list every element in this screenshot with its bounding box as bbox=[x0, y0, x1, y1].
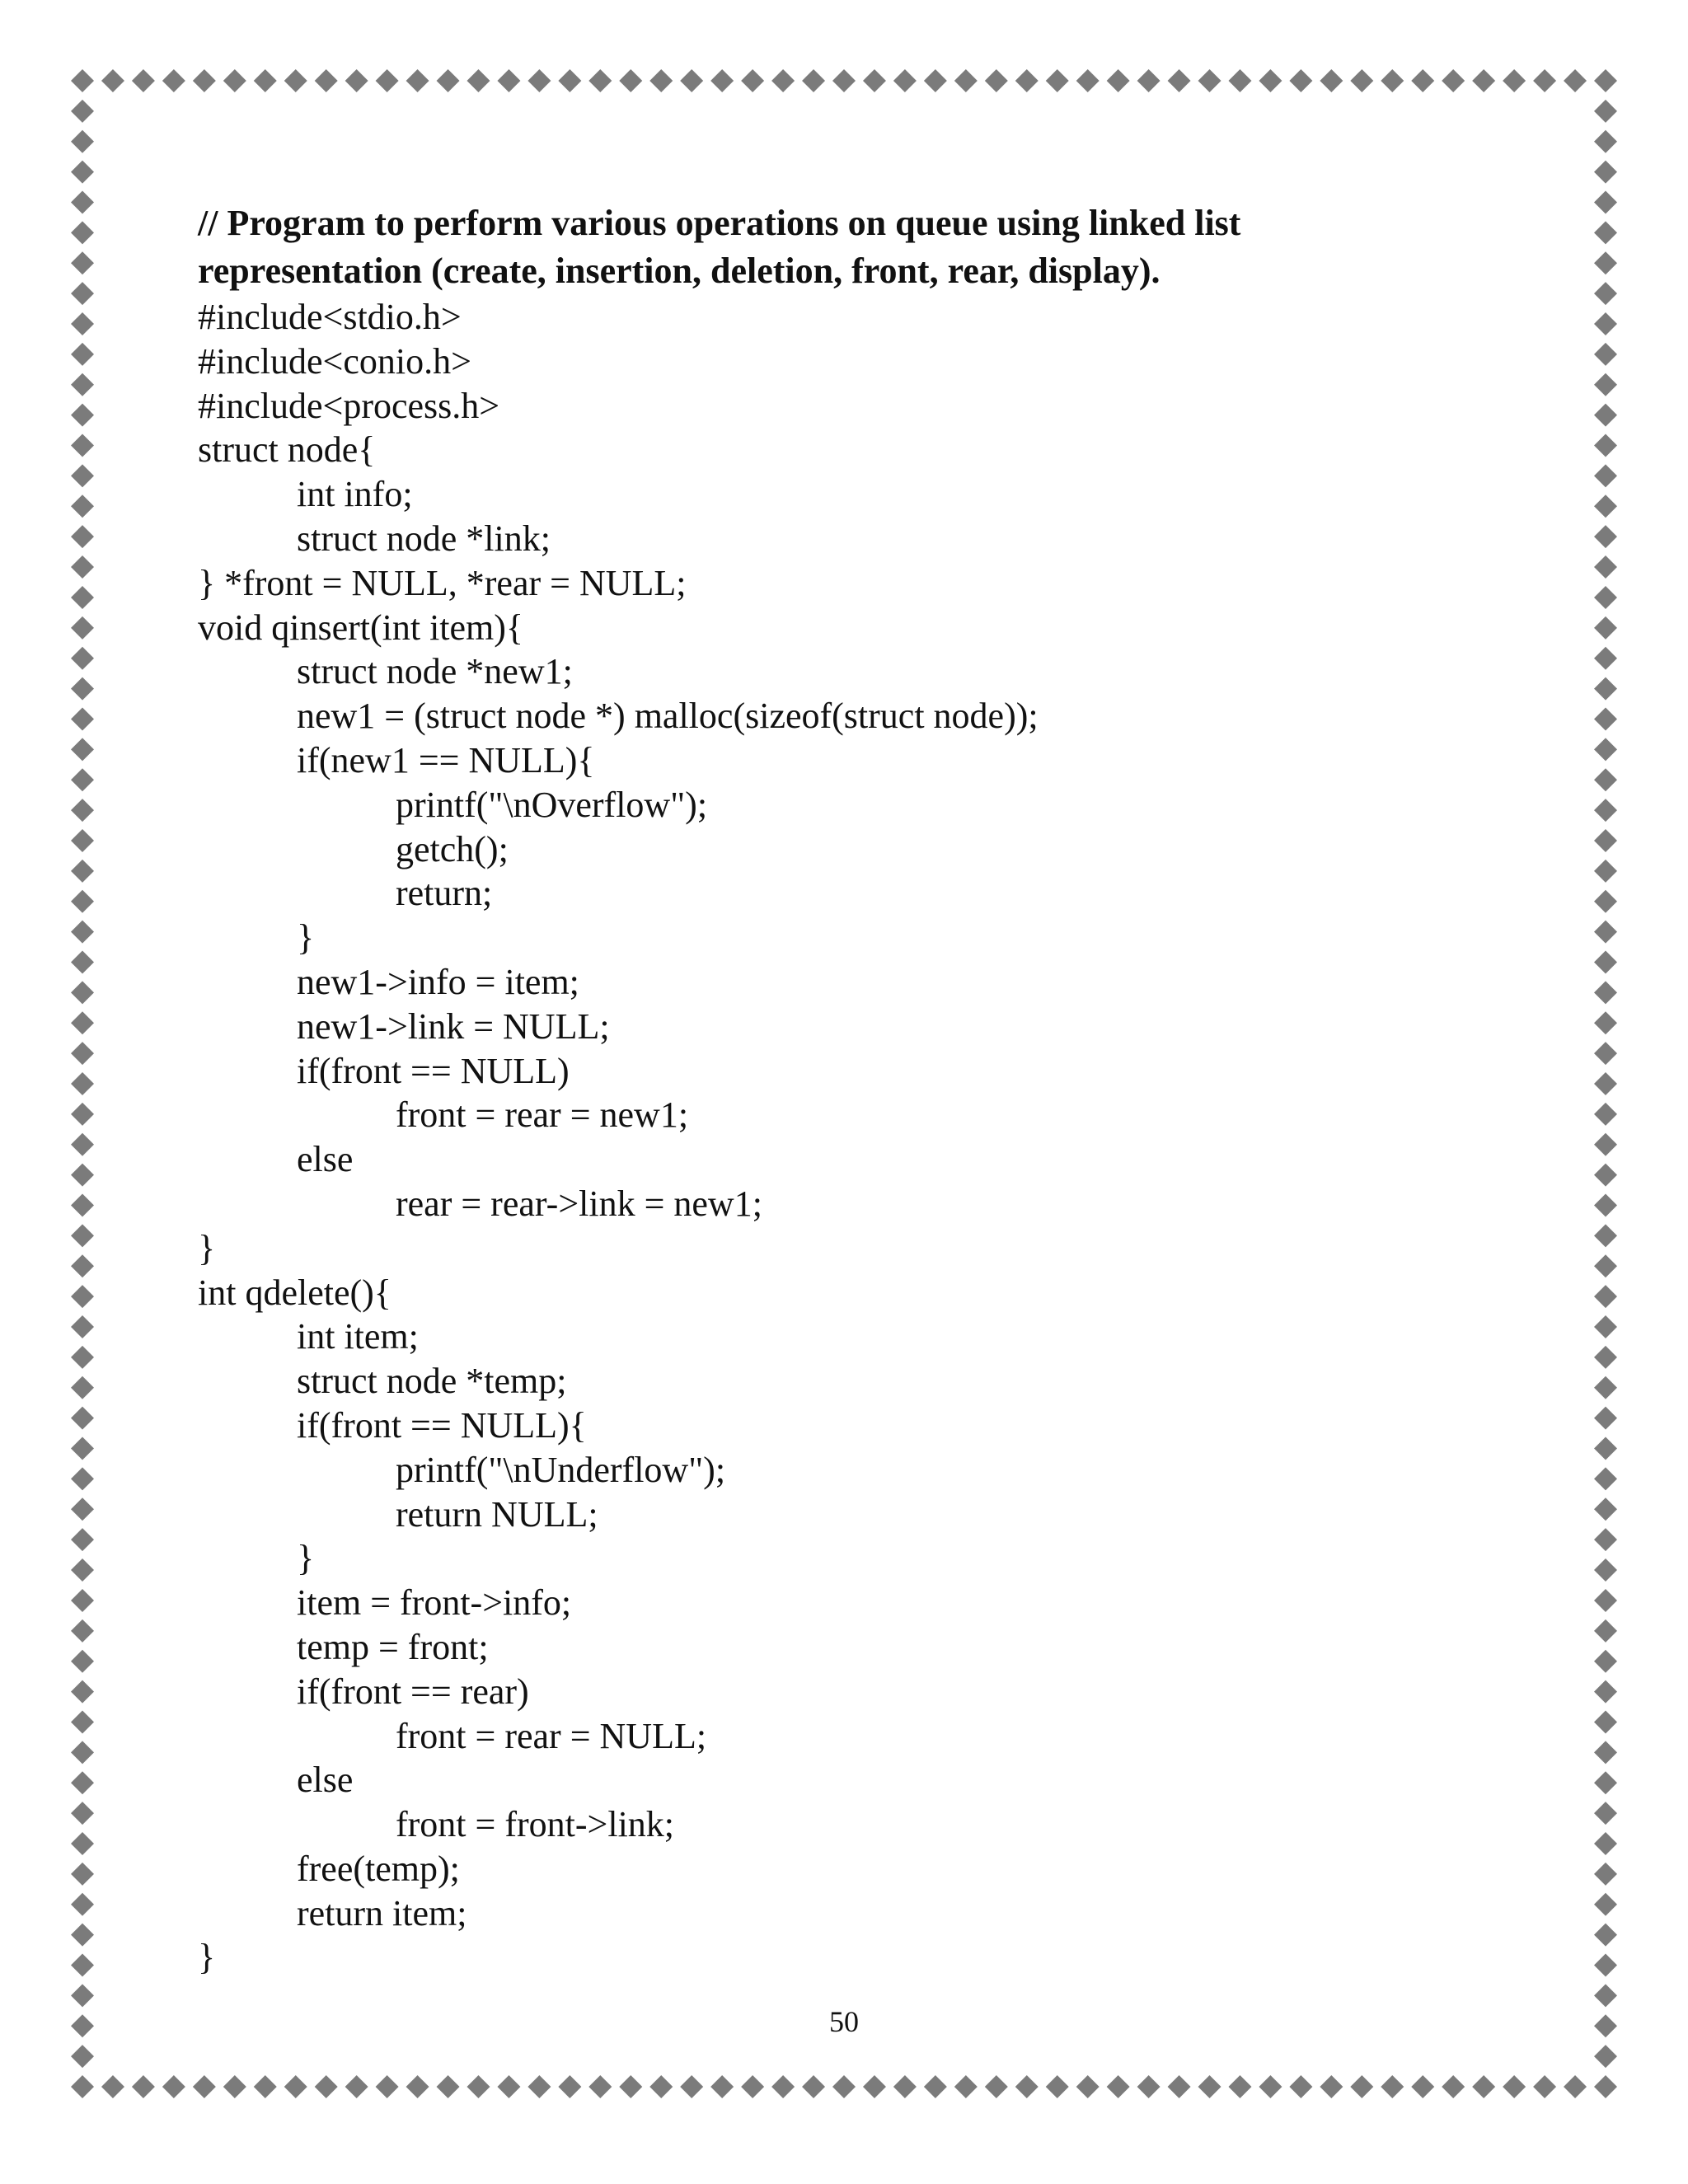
border-diamond bbox=[101, 69, 124, 92]
border-diamond bbox=[1015, 69, 1039, 92]
border-diamond bbox=[1594, 707, 1617, 730]
code-line: struct node *temp; bbox=[297, 1361, 567, 1402]
border-diamond bbox=[71, 1011, 94, 1034]
border-diamond bbox=[1594, 1893, 1617, 1916]
border-diamond bbox=[71, 69, 94, 92]
border-diamond bbox=[619, 69, 642, 92]
border-diamond bbox=[1594, 130, 1617, 153]
border-diamond bbox=[1594, 677, 1617, 701]
border-diamond bbox=[741, 69, 764, 92]
code-line: #include<stdio.h> bbox=[198, 297, 462, 337]
border-diamond bbox=[71, 1589, 94, 1612]
border-diamond bbox=[1564, 2075, 1587, 2098]
code-line: int info; bbox=[297, 474, 413, 515]
border-diamond bbox=[1594, 860, 1617, 883]
border-diamond bbox=[1168, 69, 1191, 92]
code-line: item = front->info; bbox=[297, 1582, 572, 1624]
border-diamond bbox=[71, 1254, 94, 1277]
code-line: struct node *new1; bbox=[297, 651, 573, 692]
code-line: void qinsert(int item){ bbox=[198, 607, 524, 648]
border-diamond bbox=[588, 69, 612, 92]
border-diamond bbox=[1594, 1558, 1617, 1582]
code-line: struct node{ bbox=[198, 429, 376, 471]
border-diamond bbox=[558, 2075, 581, 2098]
border-diamond bbox=[1411, 69, 1434, 92]
border-diamond bbox=[71, 494, 94, 518]
border-diamond bbox=[1594, 1741, 1617, 1764]
border-diamond bbox=[1594, 494, 1617, 518]
border-diamond bbox=[376, 2075, 399, 2098]
border-diamond bbox=[1594, 1254, 1617, 1277]
border-diamond bbox=[71, 1802, 94, 1825]
border-diamond bbox=[1594, 1285, 1617, 1308]
border-diamond bbox=[1594, 1619, 1617, 1643]
border-diamond bbox=[71, 1346, 94, 1369]
border-diamond bbox=[71, 1771, 94, 1794]
border-diamond bbox=[1137, 69, 1160, 92]
border-diamond bbox=[1533, 69, 1556, 92]
border-diamond bbox=[193, 2075, 216, 2098]
border-diamond bbox=[1594, 1680, 1617, 1704]
border-diamond bbox=[71, 1832, 94, 1855]
border-diamond bbox=[1594, 343, 1617, 366]
border-diamond bbox=[1228, 69, 1251, 92]
border-diamond bbox=[223, 2075, 246, 2098]
border-diamond bbox=[315, 69, 338, 92]
code-line: if(front == NULL) bbox=[297, 1050, 570, 1091]
border-diamond bbox=[1594, 1133, 1617, 1156]
code-line: } bbox=[198, 1937, 216, 1978]
border-diamond bbox=[1046, 2075, 1069, 2098]
border-diamond bbox=[1594, 1650, 1617, 1673]
border-diamond bbox=[558, 69, 581, 92]
border-diamond bbox=[71, 221, 94, 244]
border-diamond bbox=[406, 69, 429, 92]
border-diamond bbox=[1594, 100, 1617, 123]
border-diamond bbox=[71, 890, 94, 913]
border-diamond bbox=[71, 1133, 94, 1156]
border-diamond bbox=[71, 343, 94, 366]
border-diamond bbox=[1594, 799, 1617, 822]
border-diamond bbox=[1168, 2075, 1191, 2098]
border-diamond bbox=[1228, 2075, 1251, 2098]
border-diamond bbox=[710, 2075, 734, 2098]
border-diamond bbox=[71, 921, 94, 944]
border-diamond bbox=[315, 2075, 338, 2098]
border-diamond bbox=[71, 525, 94, 548]
code-line: free(temp); bbox=[297, 1848, 460, 1889]
border-diamond bbox=[741, 2075, 764, 2098]
border-diamond bbox=[71, 647, 94, 670]
border-diamond bbox=[985, 69, 1008, 92]
code-line: front = rear = NULL; bbox=[396, 1715, 707, 1756]
code-line: else bbox=[297, 1760, 354, 1801]
border-diamond bbox=[71, 312, 94, 335]
code-line: getch(); bbox=[396, 828, 509, 869]
code-line: printf("\nOverflow"); bbox=[396, 784, 708, 825]
border-diamond bbox=[101, 2075, 124, 2098]
code-line: rear = rear->link = new1; bbox=[396, 1183, 762, 1224]
border-diamond bbox=[832, 69, 856, 92]
border-diamond bbox=[1411, 2075, 1434, 2098]
border-diamond bbox=[71, 1224, 94, 1247]
border-diamond bbox=[1594, 282, 1617, 305]
border-diamond bbox=[71, 799, 94, 822]
border-diamond bbox=[528, 69, 551, 92]
border-diamond bbox=[71, 555, 94, 579]
border-diamond bbox=[71, 586, 94, 609]
border-diamond bbox=[1594, 1924, 1617, 1947]
border-diamond bbox=[254, 69, 277, 92]
border-diamond bbox=[1594, 2075, 1617, 2098]
code-line: } bbox=[297, 1538, 315, 1579]
border-diamond bbox=[1594, 890, 1617, 913]
border-diamond bbox=[1594, 1315, 1617, 1338]
border-diamond bbox=[1381, 2075, 1404, 2098]
border-diamond bbox=[710, 69, 734, 92]
border-diamond bbox=[1594, 1589, 1617, 1612]
border-diamond bbox=[771, 69, 795, 92]
border-diamond bbox=[1533, 2075, 1556, 2098]
border-diamond bbox=[680, 69, 703, 92]
border-diamond bbox=[1594, 921, 1617, 944]
border-diamond bbox=[1198, 69, 1221, 92]
border-diamond bbox=[1259, 2075, 1282, 2098]
border-diamond bbox=[1594, 555, 1617, 579]
border-diamond bbox=[1594, 1437, 1617, 1460]
border-diamond bbox=[1350, 69, 1373, 92]
border-diamond bbox=[1594, 829, 1617, 852]
code-line: else bbox=[297, 1139, 354, 1180]
border-diamond bbox=[985, 2075, 1008, 2098]
border-diamond bbox=[1594, 1164, 1617, 1187]
border-diamond bbox=[406, 2075, 429, 2098]
border-diamond bbox=[71, 1103, 94, 1126]
border-diamond bbox=[771, 2075, 795, 2098]
border-diamond bbox=[1289, 2075, 1312, 2098]
border-diamond bbox=[1442, 69, 1465, 92]
code-line: new1 = (struct node *) malloc(sizeof(struct node)); bbox=[297, 696, 1039, 737]
border-diamond bbox=[1442, 2075, 1465, 2098]
border-diamond bbox=[1594, 525, 1617, 548]
border-diamond bbox=[71, 1710, 94, 1733]
program-title bbox=[198, 199, 1484, 295]
border-diamond bbox=[1594, 1710, 1617, 1733]
code-line: } bbox=[198, 1227, 216, 1268]
border-diamond bbox=[376, 69, 399, 92]
border-diamond bbox=[863, 69, 886, 92]
border-diamond bbox=[1594, 1953, 1617, 1976]
border-diamond bbox=[1594, 1497, 1617, 1521]
border-diamond bbox=[71, 1953, 94, 1976]
border-diamond bbox=[1594, 1376, 1617, 1399]
code-line: if(new1 == NULL){ bbox=[297, 739, 595, 780]
border-diamond bbox=[680, 2075, 703, 2098]
border-diamond bbox=[71, 191, 94, 214]
code-line: front = rear = new1; bbox=[396, 1094, 689, 1136]
code-line: } *front = NULL, *rear = NULL; bbox=[198, 562, 687, 603]
border-diamond bbox=[71, 738, 94, 761]
border-diamond bbox=[71, 1924, 94, 1947]
code-line: return item; bbox=[297, 1892, 467, 1933]
border-diamond bbox=[1594, 1467, 1617, 1490]
border-diamond bbox=[71, 616, 94, 640]
border-diamond bbox=[1594, 1103, 1617, 1126]
border-diamond bbox=[1350, 2075, 1373, 2098]
border-diamond bbox=[71, 768, 94, 791]
border-diamond bbox=[132, 2075, 155, 2098]
border-diamond bbox=[1076, 2075, 1100, 2098]
code-listing bbox=[198, 295, 1484, 1980]
border-diamond bbox=[1594, 69, 1617, 92]
border-diamond bbox=[71, 981, 94, 1004]
border-diamond bbox=[467, 69, 490, 92]
border-diamond bbox=[71, 1558, 94, 1582]
border-diamond bbox=[1594, 1771, 1617, 1794]
code-line: if(front == rear) bbox=[297, 1671, 529, 1712]
border-diamond bbox=[528, 2075, 551, 2098]
border-diamond bbox=[1503, 2075, 1526, 2098]
border-diamond bbox=[497, 69, 520, 92]
border-diamond bbox=[1594, 251, 1617, 274]
border-diamond bbox=[802, 69, 825, 92]
border-diamond bbox=[71, 1893, 94, 1916]
border-diamond bbox=[467, 2075, 490, 2098]
border-diamond bbox=[588, 2075, 612, 2098]
border-diamond bbox=[1320, 2075, 1343, 2098]
border-diamond bbox=[1594, 1224, 1617, 1247]
border-diamond bbox=[437, 69, 460, 92]
border-diamond bbox=[1594, 1832, 1617, 1855]
border-diamond bbox=[1594, 1042, 1617, 1065]
border-diamond bbox=[71, 464, 94, 487]
code-line: front = front->link; bbox=[396, 1804, 675, 1845]
border-diamond bbox=[1594, 768, 1617, 791]
border-diamond bbox=[71, 1863, 94, 1886]
border-diamond bbox=[71, 1315, 94, 1338]
border-diamond bbox=[132, 69, 155, 92]
code-line: if(front == NULL){ bbox=[297, 1404, 587, 1446]
border-diamond bbox=[71, 950, 94, 973]
border-diamond bbox=[863, 2075, 886, 2098]
border-diamond bbox=[1259, 69, 1282, 92]
code-line: int qdelete(){ bbox=[198, 1272, 392, 1313]
border-diamond bbox=[71, 1072, 94, 1095]
border-diamond bbox=[1137, 2075, 1160, 2098]
border-diamond bbox=[71, 1619, 94, 1643]
border-diamond bbox=[71, 2045, 94, 2068]
border-diamond bbox=[1594, 647, 1617, 670]
border-diamond bbox=[437, 2075, 460, 2098]
border-diamond bbox=[619, 2075, 642, 2098]
border-diamond bbox=[1472, 69, 1495, 92]
border-diamond bbox=[1594, 616, 1617, 640]
border-diamond bbox=[497, 2075, 520, 2098]
border-diamond bbox=[71, 829, 94, 852]
border-diamond bbox=[924, 69, 947, 92]
border-diamond bbox=[1594, 1802, 1617, 1825]
border-diamond bbox=[71, 1376, 94, 1399]
border-diamond bbox=[1594, 434, 1617, 457]
border-diamond bbox=[802, 2075, 825, 2098]
border-diamond bbox=[1107, 69, 1130, 92]
border-diamond bbox=[71, 1680, 94, 1704]
border-diamond bbox=[71, 1528, 94, 1551]
border-diamond bbox=[1198, 2075, 1221, 2098]
code-line: printf("\nUnderflow"); bbox=[396, 1449, 726, 1490]
code-line: new1->info = item; bbox=[297, 961, 579, 1002]
border-diamond bbox=[223, 69, 246, 92]
border-diamond bbox=[893, 69, 917, 92]
border-diamond bbox=[71, 1741, 94, 1764]
border-diamond bbox=[162, 2075, 185, 2098]
border-diamond bbox=[1381, 69, 1404, 92]
border-diamond bbox=[924, 2075, 947, 2098]
code-line: int item; bbox=[297, 1316, 419, 1357]
page-number: 50 bbox=[829, 2005, 859, 2038]
border-diamond bbox=[71, 1194, 94, 1217]
border-diamond bbox=[193, 69, 216, 92]
border-diamond bbox=[1594, 221, 1617, 244]
border-diamond bbox=[345, 69, 368, 92]
border-diamond bbox=[1594, 464, 1617, 487]
border-diamond bbox=[1472, 2075, 1495, 2098]
border-diamond bbox=[1594, 950, 1617, 973]
code-line: return NULL; bbox=[396, 1493, 598, 1535]
border-diamond bbox=[1594, 586, 1617, 609]
border-diamond bbox=[1594, 312, 1617, 335]
border-diamond bbox=[1107, 2075, 1130, 2098]
border-diamond bbox=[1289, 69, 1312, 92]
border-diamond bbox=[71, 130, 94, 153]
border-diamond bbox=[71, 100, 94, 123]
border-diamond bbox=[71, 1042, 94, 1065]
border-diamond bbox=[1594, 373, 1617, 396]
border-diamond bbox=[1320, 69, 1343, 92]
border-diamond bbox=[1015, 2075, 1039, 2098]
border-diamond bbox=[71, 1164, 94, 1187]
code-line: #include<process.h> bbox=[198, 385, 500, 426]
border-diamond bbox=[71, 251, 94, 274]
border-diamond bbox=[1594, 161, 1617, 184]
border-diamond bbox=[71, 282, 94, 305]
border-diamond bbox=[649, 69, 673, 92]
code-line: } bbox=[297, 917, 315, 958]
border-diamond bbox=[71, 373, 94, 396]
border-diamond bbox=[162, 69, 185, 92]
border-diamond bbox=[71, 677, 94, 701]
border-diamond bbox=[71, 860, 94, 883]
border-diamond bbox=[71, 404, 94, 427]
code-line: #include<conio.h> bbox=[198, 340, 471, 382]
program-title-line-1: // Program to perform various operations on queue using linked list bbox=[198, 203, 1241, 243]
border-diamond bbox=[1594, 981, 1617, 1004]
border-diamond bbox=[284, 2075, 307, 2098]
border-diamond bbox=[284, 69, 307, 92]
border-diamond bbox=[1503, 69, 1526, 92]
border-diamond bbox=[1594, 1011, 1617, 1034]
border-diamond bbox=[71, 1285, 94, 1308]
border-diamond bbox=[71, 1497, 94, 1521]
border-diamond bbox=[893, 2075, 917, 2098]
border-diamond bbox=[1594, 1194, 1617, 1217]
border-diamond bbox=[1594, 1346, 1617, 1369]
border-diamond bbox=[71, 2075, 94, 2098]
border-diamond bbox=[1594, 191, 1617, 214]
page-content bbox=[198, 199, 1484, 1980]
border-diamond bbox=[71, 161, 94, 184]
border-diamond bbox=[1594, 1407, 1617, 1430]
code-line: return; bbox=[396, 873, 493, 914]
border-diamond bbox=[71, 707, 94, 730]
border-diamond bbox=[1594, 1528, 1617, 1551]
border-diamond bbox=[71, 1407, 94, 1430]
code-line: struct node *link; bbox=[297, 518, 551, 559]
border-diamond bbox=[1594, 404, 1617, 427]
program-title-line-2: representation (create, insertion, deletion, front, rear, display). bbox=[198, 251, 1160, 291]
border-diamond bbox=[649, 2075, 673, 2098]
border-diamond bbox=[954, 69, 978, 92]
border-diamond bbox=[1046, 69, 1069, 92]
border-diamond bbox=[1594, 738, 1617, 761]
code-line: new1->link = NULL; bbox=[297, 1005, 610, 1047]
border-diamond bbox=[254, 2075, 277, 2098]
border-diamond bbox=[71, 434, 94, 457]
border-diamond bbox=[1594, 2045, 1617, 2068]
border-diamond bbox=[1594, 1072, 1617, 1095]
border-diamond bbox=[71, 1650, 94, 1673]
border-diamond bbox=[1564, 69, 1587, 92]
code-line: temp = front; bbox=[297, 1626, 489, 1667]
border-diamond bbox=[71, 1437, 94, 1460]
border-diamond bbox=[71, 1467, 94, 1490]
border-diamond bbox=[345, 2075, 368, 2098]
border-diamond bbox=[832, 2075, 856, 2098]
border-diamond bbox=[954, 2075, 978, 2098]
border-diamond bbox=[1076, 69, 1100, 92]
border-diamond bbox=[1594, 1863, 1617, 1886]
